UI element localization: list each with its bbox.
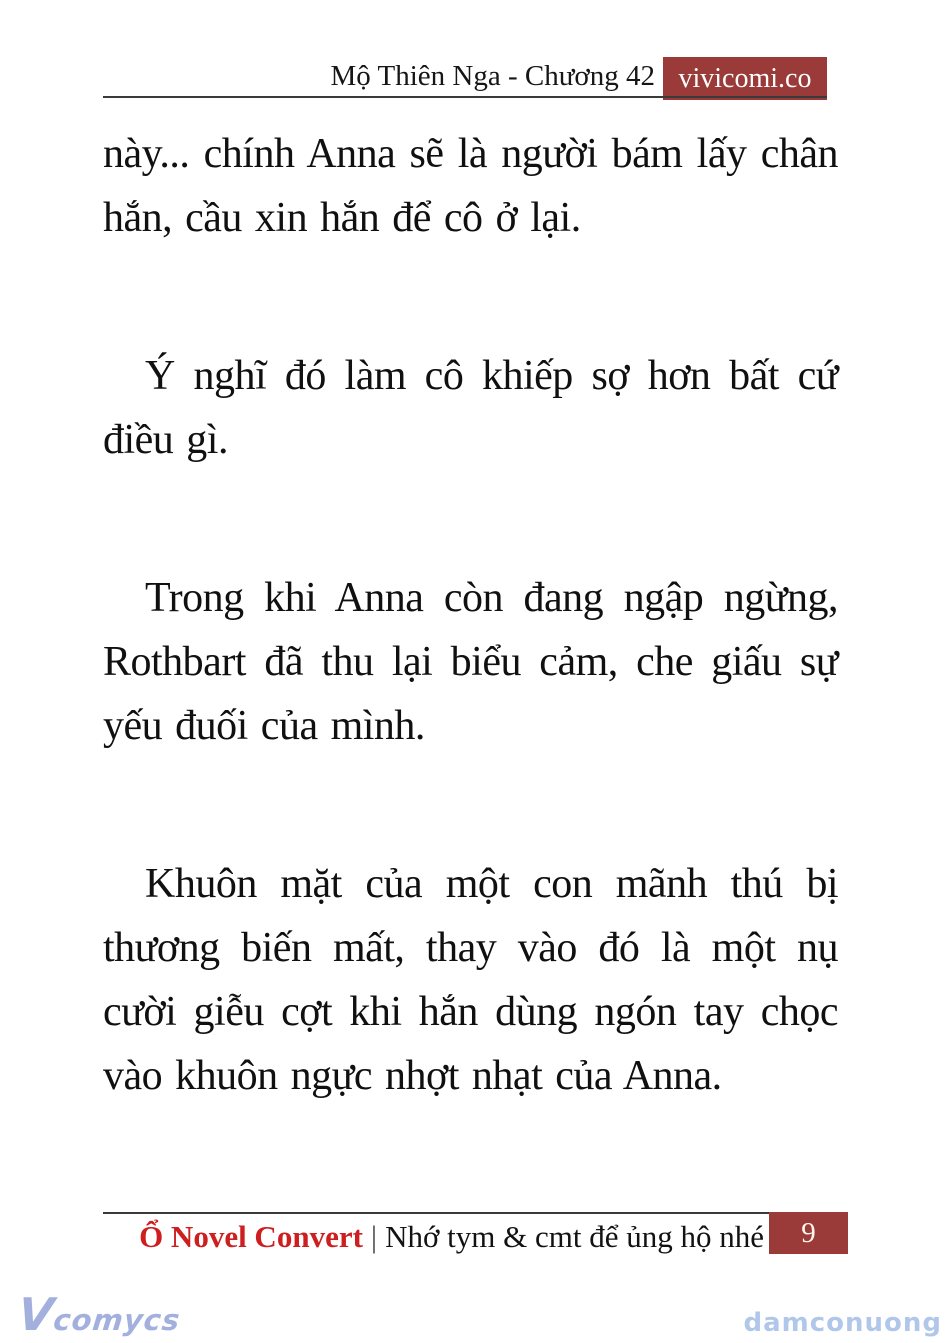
site-badge [663,57,827,100]
vcomycs-watermark-logo: Vcomycs [15,1288,183,1341]
footer-brand: Ổ Novel Convert [139,1219,363,1254]
site-badge-label: vivicomi.co [678,62,812,94]
page-number: 9 [801,1216,816,1249]
footer-bar [0,1219,764,1255]
page-body [103,122,838,1108]
header-divider [103,96,827,98]
page-title: Mộ Thiên Nga - Chương 42 [330,60,655,92]
paragraph: Trong khi Anna còn đang ngập ngừng, Rothbart đã thu lại biểu cảm, che giấu sự yếu đuối của mình. [103,575,838,749]
damconuong-watermark: damconuong [743,1308,942,1338]
footer-divider [103,1212,848,1214]
paragraph: Khuôn mặt của một con mãnh thú bị thương biến mất, thay vào đó là một nụ cười giễu cợt khi hắn dùng ngón tay chọc vào khuôn ngực nhợt nhạt của Anna. [103,861,838,1099]
paragraph: Ý nghĩ đó làm cô khiếp sợ hơn bất cứ điều gì. [103,353,838,463]
paragraph: này... chính Anna sẽ là người bám lấy chân hắn, cầu xin hắn để cô ở lại. [103,131,838,241]
footer-note: Nhớ tym & cmt để ủng hộ nhé [385,1219,764,1254]
page-number-badge [769,1212,848,1254]
footer-separator: | [370,1219,378,1254]
